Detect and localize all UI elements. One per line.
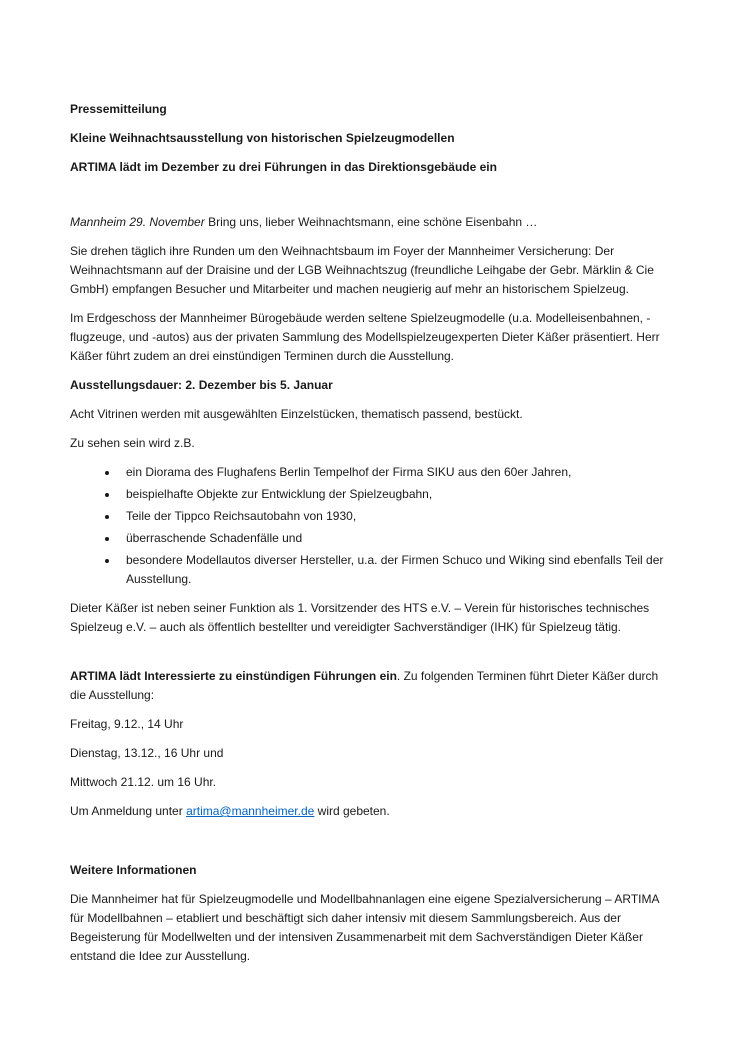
date-line: Dienstag, 13.12., 16 Uhr und (70, 746, 224, 760)
doc-subtitle: ARTIMA lädt im Dezember zu drei Führungen in das Direktionsgebäude ein (70, 160, 497, 174)
paragraph-exhibition: Im Erdgeschoss der Mannheimer Bürogebäude werden seltene Spielzeugmodelle (u.a. Modelleisenbahnen, -flugzeuge, und -autos) aus der privaten Sammlung des Modellspielzeugexperten Dieter Käßer präsentiert. Herr Käßer führt zudem an drei einstündigen Terminen durch die Ausstellung. (70, 311, 660, 363)
dateline-city-date: Mannheim 29. November (70, 215, 205, 229)
bullet-item: • ein Diorama des Flughafens Berlin Tempelhof der Firma SIKU aus den 60er Jahren, (119, 463, 676, 482)
bullet-item: • beispielhafte Objekte zur Entwicklung der Spielzeugbahn, (119, 485, 676, 504)
registration-before: Um Anmeldung unter (70, 804, 187, 818)
paragraph-vitrines: Acht Vitrinen werden mit ausgewählten Einzelstücken, thematisch passend, bestückt. (70, 407, 523, 421)
duration-heading: Ausstellungsdauer: 2. Dezember bis 5. Januar (70, 378, 333, 392)
paragraph-more-info: Die Mannheimer hat für Spielzeugmodelle und Modellbahnanlagen eine eigene Spezialversicherung – ARTIMA für Modellbahnen – etabliert und beschäftigt sich daher intensiv mit diesem Sammlungsbereich. Aus der Begeisterung für Modellwelten und der intensiven Zusammenarbeit mit dem Sachverständigen Dieter Käßer entstand die Idee zur Ausstellung. (70, 892, 659, 963)
paragraph-expert: Dieter Käßer ist neben seiner Funktion als 1. Vorsitzender des HTS e.V. – Verein für historisches technisches Spielzeug e.V. – auch als öffentlich bestellter und vereidigter Sachverständiger (IHK) für Spielzeug tätig. (70, 601, 650, 634)
invite-bold-lead: ARTIMA lädt Interessierte zu einstündigen Führungen ein (70, 669, 397, 683)
date-line: Freitag, 9.12., 14 Uhr (70, 717, 184, 731)
more-info-heading: Weitere Informationen (70, 863, 197, 877)
registration-paragraph (70, 802, 676, 821)
email-link[interactable]: artima@mannheimer.de (186, 804, 315, 818)
bullet-item: • überraschende Schadenfälle und (119, 529, 676, 548)
bullet-item: • besondere Modellautos diverser Hersteller, u.a. der Firmen Schuco und Wiking sind ebenfalls Teil der Ausstellung. (119, 551, 676, 589)
paragraph-intro: Sie drehen täglich ihre Runden um den Weihnachtsbaum im Foyer der Mannheimer Versicherung: Der Weihnachtsmann auf der Draisine und der LGB Weihnachtszug (freundliche Leihgabe der Gebr. Märklin & Cie GmbH) empfangen Besucher und Mitarbeiter und machen neugierig auf mehr an historischem Spielzeug. (70, 244, 654, 296)
bullet-list (70, 463, 676, 589)
registration-after: wird gebeten. (314, 804, 390, 818)
paragraph-invite (70, 667, 676, 705)
invite-rest: . Zu folgenden Terminen führt Dieter Käßer durch die Ausstellung: (70, 669, 659, 702)
date-line: Mittwoch 21.12. um 16 Uhr. (70, 775, 217, 789)
dateline-rest: Bring uns, lieber Weihnachtsmann, eine schöne Eisenbahn … (204, 215, 538, 229)
doc-title: Kleine Weihnachtsausstellung von historischen Spielzeugmodellen (70, 131, 455, 145)
dateline-paragraph (70, 213, 676, 232)
paragraph-lead-in: Zu sehen sein wird z.B. (70, 436, 195, 450)
doc-kicker: Pressemitteilung (70, 102, 167, 116)
bullet-item: • Teile der Tippco Reichsautobahn von 1930, (119, 507, 676, 526)
